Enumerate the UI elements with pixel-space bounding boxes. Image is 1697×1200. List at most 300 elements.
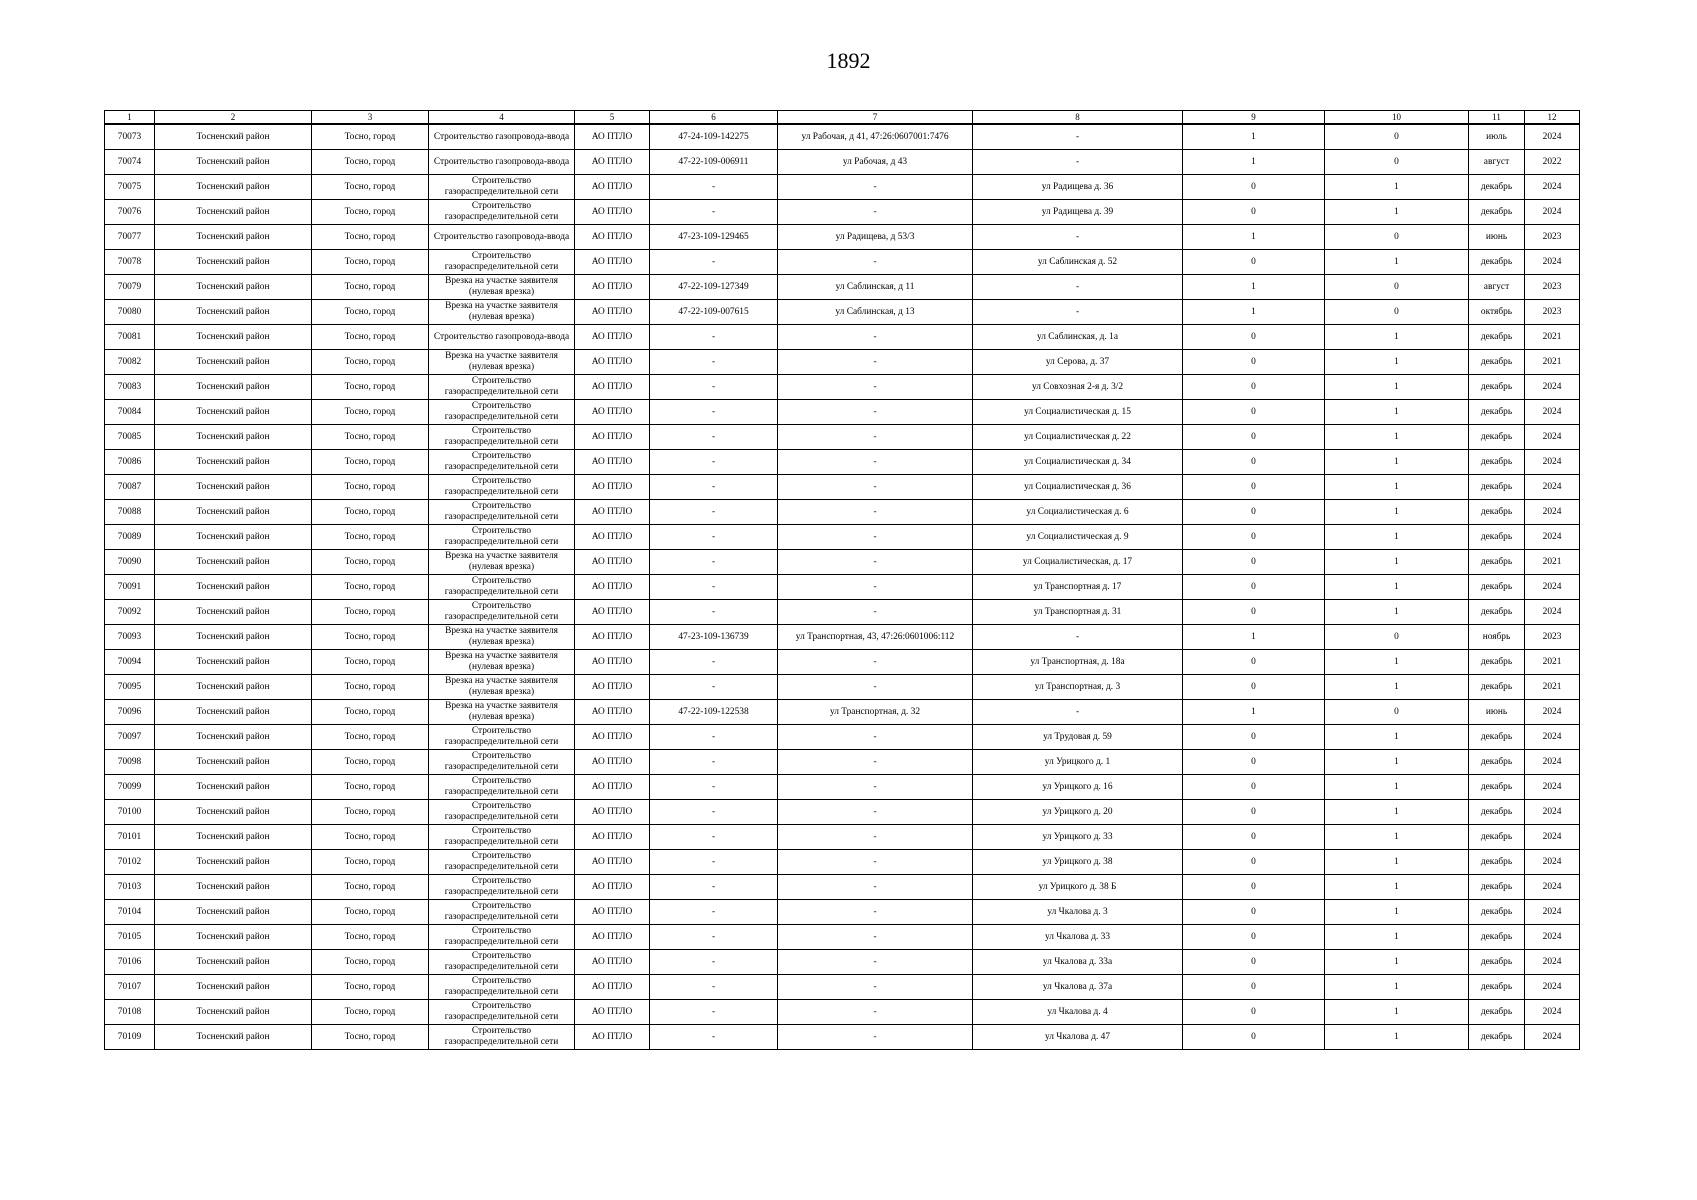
count-b-cell: 1 bbox=[1325, 325, 1469, 350]
settlement-cell: Тосно, город bbox=[312, 225, 429, 250]
record-id-cell: 70096 bbox=[105, 700, 155, 725]
application-number-cell: - bbox=[650, 775, 778, 800]
application-number-cell: - bbox=[650, 425, 778, 450]
district-cell: Тосненский район bbox=[155, 600, 312, 625]
year-cell: 2024 bbox=[1525, 925, 1580, 950]
district-cell: Тосненский район bbox=[155, 200, 312, 225]
month-cell: декабрь bbox=[1469, 575, 1525, 600]
work-type-cell: Строительство газораспределительной сети bbox=[429, 200, 575, 225]
district-cell: Тосненский район bbox=[155, 375, 312, 400]
count-a-cell: 0 bbox=[1183, 875, 1325, 900]
address-cadastral-cell: - bbox=[778, 450, 973, 475]
district-cell: Тосненский район bbox=[155, 750, 312, 775]
table-row bbox=[105, 825, 1580, 850]
settlement-cell: Тосно, город bbox=[312, 775, 429, 800]
address-cadastral-cell: ул Рабочая, д 41, 47:26:0607001:7476 bbox=[778, 124, 973, 150]
settlement-cell: Тосно, город bbox=[312, 350, 429, 375]
organization-cell: АО ПТЛО bbox=[575, 850, 650, 875]
organization-cell: АО ПТЛО bbox=[575, 675, 650, 700]
address-cadastral-cell: ул Транспортная, д. 32 bbox=[778, 700, 973, 725]
address-cadastral-cell: - bbox=[778, 800, 973, 825]
district-cell: Тосненский район bbox=[155, 800, 312, 825]
count-a-cell: 0 bbox=[1183, 500, 1325, 525]
address-cell: ул Урицкого д. 16 bbox=[973, 775, 1183, 800]
year-cell: 2024 bbox=[1525, 400, 1580, 425]
address-cell: ул Транспортная, д. 18а bbox=[973, 650, 1183, 675]
organization-cell: АО ПТЛО bbox=[575, 400, 650, 425]
count-b-cell: 1 bbox=[1325, 825, 1469, 850]
count-b-cell: 0 bbox=[1325, 225, 1469, 250]
table-row bbox=[105, 575, 1580, 600]
column-number-4: 4 bbox=[429, 111, 575, 125]
table-row bbox=[105, 850, 1580, 875]
application-number-cell: 47-22-109-006911 bbox=[650, 150, 778, 175]
record-id-cell: 70102 bbox=[105, 850, 155, 875]
count-a-cell: 1 bbox=[1183, 124, 1325, 150]
year-cell: 2023 bbox=[1525, 275, 1580, 300]
count-a-cell: 1 bbox=[1183, 625, 1325, 650]
count-a-cell: 0 bbox=[1183, 900, 1325, 925]
settlement-cell: Тосно, город bbox=[312, 550, 429, 575]
settlement-cell: Тосно, город bbox=[312, 825, 429, 850]
month-cell: декабрь bbox=[1469, 975, 1525, 1000]
column-number-8: 8 bbox=[973, 111, 1183, 125]
address-cell: ул Чкалова д. 47 bbox=[973, 1025, 1183, 1050]
record-id-cell: 70083 bbox=[105, 375, 155, 400]
district-cell: Тосненский район bbox=[155, 825, 312, 850]
district-cell: Тосненский район bbox=[155, 775, 312, 800]
record-id-cell: 70088 bbox=[105, 500, 155, 525]
year-cell: 2024 bbox=[1525, 600, 1580, 625]
table-row bbox=[105, 700, 1580, 725]
month-cell: декабрь bbox=[1469, 725, 1525, 750]
record-id-cell: 70090 bbox=[105, 550, 155, 575]
application-number-cell: - bbox=[650, 350, 778, 375]
address-cell: ул Трудовая д. 59 bbox=[973, 725, 1183, 750]
organization-cell: АО ПТЛО bbox=[575, 325, 650, 350]
settlement-cell: Тосно, город bbox=[312, 750, 429, 775]
organization-cell: АО ПТЛО bbox=[575, 475, 650, 500]
address-cadastral-cell: - bbox=[778, 825, 973, 850]
count-a-cell: 0 bbox=[1183, 1025, 1325, 1050]
table-row bbox=[105, 450, 1580, 475]
table-row bbox=[105, 124, 1580, 150]
column-number-10: 10 bbox=[1325, 111, 1469, 125]
table-row bbox=[105, 250, 1580, 275]
organization-cell: АО ПТЛО bbox=[575, 750, 650, 775]
organization-cell: АО ПТЛО bbox=[575, 700, 650, 725]
count-b-cell: 0 bbox=[1325, 124, 1469, 150]
month-cell: декабрь bbox=[1469, 175, 1525, 200]
record-id-cell: 70081 bbox=[105, 325, 155, 350]
year-cell: 2024 bbox=[1525, 375, 1580, 400]
year-cell: 2021 bbox=[1525, 325, 1580, 350]
settlement-cell: Тосно, город bbox=[312, 600, 429, 625]
work-type-cell: Строительство газораспределительной сети bbox=[429, 450, 575, 475]
settlement-cell: Тосно, город bbox=[312, 300, 429, 325]
address-cell: ул Социалистическая д. 15 bbox=[973, 400, 1183, 425]
settlement-cell: Тосно, город bbox=[312, 900, 429, 925]
table-row bbox=[105, 775, 1580, 800]
month-cell: декабрь bbox=[1469, 675, 1525, 700]
year-cell: 2023 bbox=[1525, 225, 1580, 250]
work-type-cell: Врезка на участке заявителя (нулевая врезка) bbox=[429, 675, 575, 700]
application-number-cell: - bbox=[650, 925, 778, 950]
address-cell: ул Транспортная, д. 3 bbox=[973, 675, 1183, 700]
address-cadastral-cell: - bbox=[778, 250, 973, 275]
organization-cell: АО ПТЛО bbox=[575, 250, 650, 275]
count-a-cell: 0 bbox=[1183, 1000, 1325, 1025]
count-a-cell: 0 bbox=[1183, 825, 1325, 850]
settlement-cell: Тосно, город bbox=[312, 800, 429, 825]
district-cell: Тосненский район bbox=[155, 1000, 312, 1025]
table-row bbox=[105, 950, 1580, 975]
work-type-cell: Строительство газораспределительной сети bbox=[429, 800, 575, 825]
district-cell: Тосненский район bbox=[155, 875, 312, 900]
address-cell: ул Чкалова д. 33а bbox=[973, 950, 1183, 975]
count-a-cell: 0 bbox=[1183, 250, 1325, 275]
address-cell: ул Социалистическая д. 34 bbox=[973, 450, 1183, 475]
address-cell: ул Транспортная д. 17 bbox=[973, 575, 1183, 600]
month-cell: декабрь bbox=[1469, 425, 1525, 450]
address-cadastral-cell: - bbox=[778, 175, 973, 200]
year-cell: 2023 bbox=[1525, 625, 1580, 650]
table-row bbox=[105, 350, 1580, 375]
application-number-cell: - bbox=[650, 750, 778, 775]
application-number-cell: - bbox=[650, 850, 778, 875]
district-cell: Тосненский район bbox=[155, 500, 312, 525]
year-cell: 2024 bbox=[1525, 200, 1580, 225]
count-b-cell: 1 bbox=[1325, 725, 1469, 750]
district-cell: Тосненский район bbox=[155, 300, 312, 325]
settlement-cell: Тосно, город bbox=[312, 250, 429, 275]
address-cadastral-cell: - bbox=[778, 525, 973, 550]
work-type-cell: Строительство газораспределительной сети bbox=[429, 1000, 575, 1025]
address-cadastral-cell: - bbox=[778, 325, 973, 350]
work-type-cell: Врезка на участке заявителя (нулевая врезка) bbox=[429, 550, 575, 575]
table-row bbox=[105, 875, 1580, 900]
application-number-cell: - bbox=[650, 650, 778, 675]
count-b-cell: 1 bbox=[1325, 1025, 1469, 1050]
count-a-cell: 0 bbox=[1183, 650, 1325, 675]
column-number-12: 12 bbox=[1525, 111, 1580, 125]
count-a-cell: 1 bbox=[1183, 225, 1325, 250]
organization-cell: АО ПТЛО bbox=[575, 975, 650, 1000]
organization-cell: АО ПТЛО bbox=[575, 725, 650, 750]
address-cell: ул Чкалова д. 3 bbox=[973, 900, 1183, 925]
district-cell: Тосненский район bbox=[155, 450, 312, 475]
organization-cell: АО ПТЛО bbox=[575, 825, 650, 850]
application-number-cell: - bbox=[650, 725, 778, 750]
address-cadastral-cell: - bbox=[778, 200, 973, 225]
table-row bbox=[105, 650, 1580, 675]
application-number-cell: 47-23-109-136739 bbox=[650, 625, 778, 650]
month-cell: июнь bbox=[1469, 225, 1525, 250]
organization-cell: АО ПТЛО bbox=[575, 800, 650, 825]
document-table bbox=[104, 110, 1580, 1050]
table-row bbox=[105, 375, 1580, 400]
column-number-5: 5 bbox=[575, 111, 650, 125]
settlement-cell: Тосно, город bbox=[312, 925, 429, 950]
settlement-cell: Тосно, город bbox=[312, 175, 429, 200]
month-cell: декабрь bbox=[1469, 750, 1525, 775]
work-type-cell: Строительство газораспределительной сети bbox=[429, 925, 575, 950]
organization-cell: АО ПТЛО bbox=[575, 175, 650, 200]
table-row bbox=[105, 1025, 1580, 1050]
work-type-cell: Строительство газораспределительной сети bbox=[429, 250, 575, 275]
count-b-cell: 1 bbox=[1325, 750, 1469, 775]
count-b-cell: 0 bbox=[1325, 700, 1469, 725]
count-b-cell: 1 bbox=[1325, 775, 1469, 800]
organization-cell: АО ПТЛО bbox=[575, 300, 650, 325]
settlement-cell: Тосно, город bbox=[312, 500, 429, 525]
organization-cell: АО ПТЛО bbox=[575, 450, 650, 475]
year-cell: 2021 bbox=[1525, 675, 1580, 700]
settlement-cell: Тосно, город bbox=[312, 675, 429, 700]
address-cell: ул Саблинская д. 52 bbox=[973, 250, 1183, 275]
table-row bbox=[105, 150, 1580, 175]
application-number-cell: - bbox=[650, 875, 778, 900]
record-id-cell: 70095 bbox=[105, 675, 155, 700]
district-cell: Тосненский район bbox=[155, 650, 312, 675]
table-row bbox=[105, 625, 1580, 650]
record-id-cell: 70099 bbox=[105, 775, 155, 800]
column-number-9: 9 bbox=[1183, 111, 1325, 125]
count-b-cell: 1 bbox=[1325, 525, 1469, 550]
application-number-cell: 47-22-109-122538 bbox=[650, 700, 778, 725]
count-a-cell: 0 bbox=[1183, 175, 1325, 200]
table-row bbox=[105, 425, 1580, 450]
organization-cell: АО ПТЛО bbox=[575, 650, 650, 675]
work-type-cell: Врезка на участке заявителя (нулевая врезка) bbox=[429, 275, 575, 300]
count-b-cell: 1 bbox=[1325, 250, 1469, 275]
district-cell: Тосненский район bbox=[155, 400, 312, 425]
month-cell: декабрь bbox=[1469, 450, 1525, 475]
month-cell: декабрь bbox=[1469, 250, 1525, 275]
count-a-cell: 0 bbox=[1183, 925, 1325, 950]
record-id-cell: 70097 bbox=[105, 725, 155, 750]
settlement-cell: Тосно, город bbox=[312, 700, 429, 725]
district-cell: Тосненский район bbox=[155, 525, 312, 550]
address-cell: ул Радищева д. 36 bbox=[973, 175, 1183, 200]
organization-cell: АО ПТЛО bbox=[575, 150, 650, 175]
address-cadastral-cell: ул Саблинская, д 11 bbox=[778, 275, 973, 300]
address-cadastral-cell: - bbox=[778, 500, 973, 525]
year-cell: 2024 bbox=[1525, 425, 1580, 450]
count-a-cell: 0 bbox=[1183, 600, 1325, 625]
address-cell: ул Чкалова д. 4 bbox=[973, 1000, 1183, 1025]
work-type-cell: Строительство газораспределительной сети bbox=[429, 600, 575, 625]
count-b-cell: 1 bbox=[1325, 975, 1469, 1000]
settlement-cell: Тосно, город bbox=[312, 950, 429, 975]
organization-cell: АО ПТЛО bbox=[575, 575, 650, 600]
month-cell: август bbox=[1469, 275, 1525, 300]
address-cadastral-cell: - bbox=[778, 950, 973, 975]
count-b-cell: 0 bbox=[1325, 150, 1469, 175]
organization-cell: АО ПТЛО bbox=[575, 775, 650, 800]
table-row bbox=[105, 400, 1580, 425]
year-cell: 2024 bbox=[1525, 800, 1580, 825]
year-cell: 2024 bbox=[1525, 500, 1580, 525]
settlement-cell: Тосно, город bbox=[312, 425, 429, 450]
year-cell: 2024 bbox=[1525, 950, 1580, 975]
count-a-cell: 1 bbox=[1183, 700, 1325, 725]
table-body bbox=[105, 124, 1580, 1050]
application-number-cell: - bbox=[650, 600, 778, 625]
work-type-cell: Строительство газораспределительной сети bbox=[429, 850, 575, 875]
count-a-cell: 0 bbox=[1183, 950, 1325, 975]
work-type-cell: Строительство газопровода-ввода bbox=[429, 225, 575, 250]
district-cell: Тосненский район bbox=[155, 675, 312, 700]
year-cell: 2024 bbox=[1525, 975, 1580, 1000]
table-row bbox=[105, 975, 1580, 1000]
month-cell: август bbox=[1469, 150, 1525, 175]
count-b-cell: 1 bbox=[1325, 650, 1469, 675]
work-type-cell: Врезка на участке заявителя (нулевая врезка) bbox=[429, 350, 575, 375]
count-a-cell: 0 bbox=[1183, 975, 1325, 1000]
count-a-cell: 0 bbox=[1183, 575, 1325, 600]
district-cell: Тосненский район bbox=[155, 950, 312, 975]
month-cell: декабрь bbox=[1469, 325, 1525, 350]
address-cadastral-cell: - bbox=[778, 1025, 973, 1050]
work-type-cell: Врезка на участке заявителя (нулевая врезка) bbox=[429, 300, 575, 325]
month-cell: декабрь bbox=[1469, 200, 1525, 225]
column-number-11: 11 bbox=[1469, 111, 1525, 125]
year-cell: 2024 bbox=[1525, 175, 1580, 200]
application-number-cell: - bbox=[650, 675, 778, 700]
address-cell: ул Социалистическая д. 6 bbox=[973, 500, 1183, 525]
settlement-cell: Тосно, город bbox=[312, 525, 429, 550]
work-type-cell: Строительство газораспределительной сети bbox=[429, 875, 575, 900]
address-cell: - bbox=[973, 700, 1183, 725]
settlement-cell: Тосно, город bbox=[312, 200, 429, 225]
address-cadastral-cell: - bbox=[778, 900, 973, 925]
year-cell: 2024 bbox=[1525, 900, 1580, 925]
settlement-cell: Тосно, город bbox=[312, 625, 429, 650]
work-type-cell: Строительство газопровода-ввода bbox=[429, 325, 575, 350]
work-type-cell: Строительство газораспределительной сети bbox=[429, 825, 575, 850]
column-number-7: 7 bbox=[778, 111, 973, 125]
address-cadastral-cell: - bbox=[778, 425, 973, 450]
record-id-cell: 70103 bbox=[105, 875, 155, 900]
work-type-cell: Строительство газопровода-ввода bbox=[429, 124, 575, 150]
application-number-cell: - bbox=[650, 525, 778, 550]
application-number-cell: - bbox=[650, 550, 778, 575]
month-cell: декабрь bbox=[1469, 600, 1525, 625]
year-cell: 2024 bbox=[1525, 775, 1580, 800]
month-cell: декабрь bbox=[1469, 550, 1525, 575]
year-cell: 2024 bbox=[1525, 1000, 1580, 1025]
address-cell: ул Социалистическая д. 22 bbox=[973, 425, 1183, 450]
year-cell: 2021 bbox=[1525, 650, 1580, 675]
address-cell: ул Социалистическая, д. 17 bbox=[973, 550, 1183, 575]
address-cadastral-cell: - bbox=[778, 550, 973, 575]
count-a-cell: 0 bbox=[1183, 425, 1325, 450]
address-cell: ул Серова, д. 37 bbox=[973, 350, 1183, 375]
table-row bbox=[105, 750, 1580, 775]
year-cell: 2024 bbox=[1525, 250, 1580, 275]
count-a-cell: 0 bbox=[1183, 475, 1325, 500]
address-cadastral-cell: - bbox=[778, 375, 973, 400]
count-a-cell: 0 bbox=[1183, 775, 1325, 800]
table-row bbox=[105, 675, 1580, 700]
work-type-cell: Строительство газораспределительной сети bbox=[429, 1025, 575, 1050]
district-cell: Тосненский район bbox=[155, 625, 312, 650]
work-type-cell: Строительство газораспределительной сети bbox=[429, 475, 575, 500]
address-cell: ул Саблинская, д. 1а bbox=[973, 325, 1183, 350]
count-b-cell: 1 bbox=[1325, 375, 1469, 400]
count-b-cell: 1 bbox=[1325, 350, 1469, 375]
organization-cell: АО ПТЛО bbox=[575, 875, 650, 900]
record-id-cell: 70094 bbox=[105, 650, 155, 675]
work-type-cell: Врезка на участке заявителя (нулевая врезка) bbox=[429, 650, 575, 675]
organization-cell: АО ПТЛО bbox=[575, 900, 650, 925]
count-a-cell: 0 bbox=[1183, 350, 1325, 375]
month-cell: октябрь bbox=[1469, 300, 1525, 325]
application-number-cell: - bbox=[650, 1025, 778, 1050]
settlement-cell: Тосно, город bbox=[312, 1025, 429, 1050]
year-cell: 2024 bbox=[1525, 725, 1580, 750]
address-cadastral-cell: - bbox=[778, 850, 973, 875]
record-id-cell: 70080 bbox=[105, 300, 155, 325]
application-number-cell: - bbox=[650, 450, 778, 475]
count-b-cell: 1 bbox=[1325, 800, 1469, 825]
year-cell: 2024 bbox=[1525, 525, 1580, 550]
count-b-cell: 1 bbox=[1325, 175, 1469, 200]
table-row bbox=[105, 500, 1580, 525]
table-row bbox=[105, 600, 1580, 625]
table-row bbox=[105, 900, 1580, 925]
month-cell: декабрь bbox=[1469, 500, 1525, 525]
year-cell: 2023 bbox=[1525, 300, 1580, 325]
year-cell: 2022 bbox=[1525, 150, 1580, 175]
application-number-cell: - bbox=[650, 375, 778, 400]
count-b-cell: 1 bbox=[1325, 675, 1469, 700]
address-cadastral-cell: ул Рабочая, д 43 bbox=[778, 150, 973, 175]
district-cell: Тосненский район bbox=[155, 575, 312, 600]
record-id-cell: 70079 bbox=[105, 275, 155, 300]
column-number-row bbox=[105, 111, 1580, 125]
address-cell: - bbox=[973, 300, 1183, 325]
address-cadastral-cell: - bbox=[778, 600, 973, 625]
count-a-cell: 0 bbox=[1183, 200, 1325, 225]
month-cell: июнь bbox=[1469, 700, 1525, 725]
address-cell: ул Транспортная д. 31 bbox=[973, 600, 1183, 625]
month-cell: декабрь bbox=[1469, 1000, 1525, 1025]
settlement-cell: Тосно, город bbox=[312, 375, 429, 400]
address-cell: - bbox=[973, 275, 1183, 300]
month-cell: декабрь bbox=[1469, 950, 1525, 975]
record-id-cell: 70092 bbox=[105, 600, 155, 625]
settlement-cell: Тосно, город bbox=[312, 325, 429, 350]
year-cell: 2021 bbox=[1525, 350, 1580, 375]
settlement-cell: Тосно, город bbox=[312, 150, 429, 175]
count-b-cell: 1 bbox=[1325, 450, 1469, 475]
settlement-cell: Тосно, город bbox=[312, 400, 429, 425]
work-type-cell: Строительство газораспределительной сети bbox=[429, 575, 575, 600]
application-number-cell: - bbox=[650, 325, 778, 350]
count-a-cell: 1 bbox=[1183, 150, 1325, 175]
application-number-cell: - bbox=[650, 400, 778, 425]
address-cadastral-cell: - bbox=[778, 575, 973, 600]
organization-cell: АО ПТЛО bbox=[575, 950, 650, 975]
settlement-cell: Тосно, город bbox=[312, 450, 429, 475]
count-a-cell: 0 bbox=[1183, 550, 1325, 575]
application-number-cell: 47-22-109-007615 bbox=[650, 300, 778, 325]
record-id-cell: 70073 bbox=[105, 124, 155, 150]
count-a-cell: 0 bbox=[1183, 800, 1325, 825]
month-cell: декабрь bbox=[1469, 400, 1525, 425]
